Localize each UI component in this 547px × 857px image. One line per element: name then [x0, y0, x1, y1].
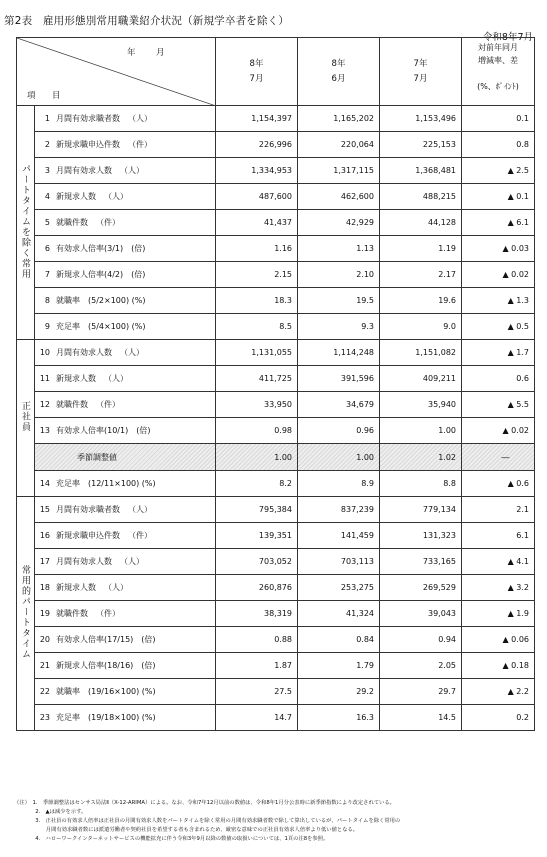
cell-v1: 1.00 — [216, 444, 298, 471]
row-item: 新規求人倍率(18/16) — [56, 661, 134, 670]
cell-v1: 0.98 — [216, 418, 298, 444]
table-row — [17, 262, 535, 288]
row-number: 15 — [39, 505, 50, 514]
row-label — [35, 340, 216, 366]
row-number: 8 — [44, 296, 50, 305]
row-number: 22 — [39, 687, 50, 696]
cell-v1: 139,351 — [216, 523, 298, 549]
row-label — [35, 210, 216, 236]
row-unit: （人） — [104, 583, 128, 592]
cell-v4: ▲ 0.18 — [462, 653, 535, 679]
item-label: 項 目 — [27, 91, 65, 101]
cell-v2: 8.9 — [298, 471, 380, 497]
cell-v4: 6.1 — [462, 523, 535, 549]
note-5: 4. ハローワークインターネットサービスの機能拡充に伴う令和3年9月以降の数値の取扱いについては、1頁の注8を参照。 — [14, 836, 329, 842]
row-number: 1 — [44, 114, 50, 123]
row-unit: (倍) — [136, 426, 151, 435]
row-number: 23 — [39, 713, 50, 722]
row-item: 新規求人数 — [56, 374, 96, 383]
cell-v2: 9.3 — [298, 314, 380, 340]
cell-v1: 1,154,397 — [216, 106, 298, 132]
row-unit: (倍) — [141, 661, 156, 670]
header-corner — [17, 38, 216, 106]
row-number: 11 — [39, 374, 50, 383]
cell-v3: 1,368,481 — [380, 158, 462, 184]
table-row — [17, 132, 535, 158]
row-label — [35, 262, 216, 288]
seasonal-adjusted-row — [17, 444, 535, 471]
cell-v1: 411,725 — [216, 366, 298, 392]
table-row — [17, 158, 535, 184]
cell-v1: 33,950 — [216, 392, 298, 418]
col-header-4: 対前年同月 増減率、差 (%、ﾎﾟｲﾝﾄ) — [462, 38, 535, 106]
cell-v3: 14.5 — [380, 705, 462, 731]
row-number: 16 — [39, 531, 50, 540]
cell-v3: 39,043 — [380, 601, 462, 627]
cell-v1: 1,334,953 — [216, 158, 298, 184]
cell-v1: 8.5 — [216, 314, 298, 340]
row-item: 有効求人倍率(3/1) — [56, 244, 124, 253]
row-item: 新規求人倍率(4/2) — [56, 270, 124, 279]
cell-v4: ― — [462, 444, 535, 471]
row-label — [35, 106, 216, 132]
row-unit: （人） — [120, 166, 144, 175]
row-number: 6 — [44, 244, 50, 253]
cell-v2: 253,275 — [298, 575, 380, 601]
cell-v3: 29.7 — [380, 679, 462, 705]
row-label — [35, 497, 216, 523]
col-header-3: 7年 7月 — [380, 38, 462, 106]
cell-v1: 0.88 — [216, 627, 298, 653]
row-unit: (倍) — [141, 635, 156, 644]
cell-v3: 19.6 — [380, 288, 462, 314]
cell-v3: 269,529 — [380, 575, 462, 601]
row-number: 2 — [44, 140, 50, 149]
row-item: 就職件数 — [56, 400, 88, 409]
header-row — [17, 38, 535, 106]
cell-v2: 1.00 — [298, 444, 380, 471]
row-item: 有効求人倍率(17/15) — [56, 635, 134, 644]
cell-v1: 1.87 — [216, 653, 298, 679]
cell-v1: 260,876 — [216, 575, 298, 601]
row-number: 19 — [39, 609, 50, 618]
cell-v4: ▲ 0.1 — [462, 184, 535, 210]
group-label: 正社員 — [17, 340, 35, 497]
row-item: 月間有効求職者数 — [56, 505, 120, 514]
cell-v1: 27.5 — [216, 679, 298, 705]
row-item: 月間有効求人数 — [56, 557, 112, 566]
table-row — [17, 627, 535, 653]
group-label: 常用的パートタイム — [17, 497, 35, 731]
cell-v4: ▲ 0.6 — [462, 471, 535, 497]
row-label — [35, 366, 216, 392]
cell-v1: 2.15 — [216, 262, 298, 288]
col-header-1: 8年 7月 — [216, 38, 298, 106]
cell-v2: 41,324 — [298, 601, 380, 627]
row-number: 17 — [39, 557, 50, 566]
row-number: 7 — [44, 270, 50, 279]
table-row — [17, 575, 535, 601]
cell-v2: 2.10 — [298, 262, 380, 288]
table-row — [17, 418, 535, 444]
cell-v3: 409,211 — [380, 366, 462, 392]
row-unit: （人） — [120, 348, 144, 357]
row-unit: （件） — [96, 609, 120, 618]
row-item: 就職件数 — [56, 218, 88, 227]
row-item: 月間有効求職者数 — [56, 114, 120, 123]
row-unit: （人） — [104, 192, 128, 201]
row-label — [35, 549, 216, 575]
table-row — [17, 679, 535, 705]
cell-v2: 16.3 — [298, 705, 380, 731]
row-unit: （件） — [96, 400, 120, 409]
col-header-2: 8年 6月 — [298, 38, 380, 106]
cell-v4: 0.6 — [462, 366, 535, 392]
row-label — [35, 392, 216, 418]
row-unit: （人） — [120, 557, 144, 566]
cell-v2: 29.2 — [298, 679, 380, 705]
row-item: 月間有効求人数 — [56, 348, 112, 357]
row-unit: （人） — [128, 114, 152, 123]
row-unit: （件） — [128, 140, 152, 149]
row-item: 新規求職申込件数 — [56, 140, 120, 149]
row-number: 18 — [39, 583, 50, 592]
cell-v4: ▲ 1.7 — [462, 340, 535, 366]
footnotes — [14, 799, 539, 844]
row-item: 新規求人数 — [56, 583, 96, 592]
row-number: 21 — [39, 661, 50, 670]
cell-v2: 703,113 — [298, 549, 380, 575]
cell-v4: ▲ 4.1 — [462, 549, 535, 575]
page-title: 第2表 雇用形態別常用職業紹介状況（新規学卒者を除く） — [4, 15, 290, 27]
cell-v3: 1.19 — [380, 236, 462, 262]
cell-v4: 0.2 — [462, 705, 535, 731]
row-label — [35, 653, 216, 679]
cell-v1: 14.7 — [216, 705, 298, 731]
row-item: 有効求人倍率(10/1) — [56, 426, 129, 435]
row-item: 就職率 (5/2×100) (%) — [56, 296, 146, 305]
row-label: 季節調整値 — [35, 444, 216, 471]
row-label — [35, 184, 216, 210]
cell-v3: 2.17 — [380, 262, 462, 288]
group-label: パートタイムを除く常用 — [17, 106, 35, 340]
row-unit: (倍) — [131, 244, 146, 253]
row-label — [35, 705, 216, 731]
table-row — [17, 184, 535, 210]
cell-v2: 1,165,202 — [298, 106, 380, 132]
cell-v3: 1.00 — [380, 418, 462, 444]
cell-v3: 35,940 — [380, 392, 462, 418]
cell-v1: 1.16 — [216, 236, 298, 262]
cell-v4: ▲ 2.5 — [462, 158, 535, 184]
row-number: 4 — [44, 192, 50, 201]
note-4: 月間有効求職者数には派遣労働者や契約社員を希望する者も含まれるため、厳密な意味での正社員有効求人倍率より低い値となる。 — [14, 827, 359, 833]
cell-v4: ▲ 0.03 — [462, 236, 535, 262]
cell-v2: 462,600 — [298, 184, 380, 210]
row-unit: （人） — [128, 505, 152, 514]
cell-v3: 0.94 — [380, 627, 462, 653]
cell-v2: 19.5 — [298, 288, 380, 314]
cell-v3: 2.05 — [380, 653, 462, 679]
row-item: 充足率 (12/11×100) (%) — [56, 479, 156, 488]
row-label — [35, 601, 216, 627]
cell-v2: 0.96 — [298, 418, 380, 444]
cell-v3: 1,151,082 — [380, 340, 462, 366]
row-number: 14 — [39, 479, 50, 488]
cell-v3: 44,128 — [380, 210, 462, 236]
cell-v3: 1.02 — [380, 444, 462, 471]
row-label — [35, 158, 216, 184]
cell-v1: 8.2 — [216, 471, 298, 497]
cell-v4: ▲ 2.2 — [462, 679, 535, 705]
table-row — [17, 601, 535, 627]
cell-v4: ▲ 0.02 — [462, 262, 535, 288]
cell-v2: 42,929 — [298, 210, 380, 236]
cell-v3: 733,165 — [380, 549, 462, 575]
cell-v4: ▲ 0.02 — [462, 418, 535, 444]
table-row — [17, 653, 535, 679]
row-unit: （件） — [128, 531, 152, 540]
cell-v4: ▲ 5.5 — [462, 392, 535, 418]
cell-v3: 225,153 — [380, 132, 462, 158]
row-item: 充足率 (19/18×100) (%) — [56, 713, 156, 722]
cell-v3: 9.0 — [380, 314, 462, 340]
row-label — [35, 575, 216, 601]
table-row — [17, 314, 535, 340]
cell-v4: ▲ 0.06 — [462, 627, 535, 653]
note-3: 3. 正社員の有効求人倍率は正社員の月間有効求人数をパートタイムを除く常用の月間有効求職者数で除して算出しているが、パートタイムを除く常用の — [14, 818, 401, 824]
row-label — [35, 132, 216, 158]
note-2: 2. ▲は減少を示す。 — [14, 809, 87, 815]
table-row — [17, 471, 535, 497]
table-row — [17, 523, 535, 549]
row-item: 新規求職申込件数 — [56, 531, 120, 540]
cell-v1: 795,384 — [216, 497, 298, 523]
row-label — [35, 627, 216, 653]
cell-v1: 703,052 — [216, 549, 298, 575]
cell-v3: 779,134 — [380, 497, 462, 523]
cell-v2: 1.79 — [298, 653, 380, 679]
cell-v1: 226,996 — [216, 132, 298, 158]
row-unit: (倍) — [131, 270, 146, 279]
cell-v2: 220,064 — [298, 132, 380, 158]
employment-table — [16, 37, 535, 731]
row-item: 新規求人数 — [56, 192, 96, 201]
cell-v4: 0.8 — [462, 132, 535, 158]
cell-v2: 1,114,248 — [298, 340, 380, 366]
table-row — [17, 288, 535, 314]
era-date: 令和8年7月 — [482, 32, 533, 43]
row-number: 12 — [39, 400, 50, 409]
table-row — [17, 705, 535, 731]
table-row — [17, 549, 535, 575]
cell-v1: 18.3 — [216, 288, 298, 314]
row-unit: （件） — [96, 218, 120, 227]
cell-v1: 38,319 — [216, 601, 298, 627]
note-1: （注） 1. 季節調整法はセンサス局法Ⅱ（X-12-ARIMA）による。なお、令和7年12月以前の数値は、令和8年1月分公表時に新季節指数により改定されている。 — [14, 800, 395, 806]
cell-v3: 131,323 — [380, 523, 462, 549]
row-label — [35, 523, 216, 549]
row-label — [35, 471, 216, 497]
row-unit: （人） — [104, 374, 128, 383]
cell-v2: 1.13 — [298, 236, 380, 262]
cell-v2: 0.84 — [298, 627, 380, 653]
row-item: 就職件数 — [56, 609, 88, 618]
cell-v4: ▲ 1.3 — [462, 288, 535, 314]
row-label — [35, 288, 216, 314]
table-row — [17, 210, 535, 236]
row-number: 10 — [39, 348, 50, 357]
row-item: 月間有効求人数 — [56, 166, 112, 175]
row-number: 5 — [44, 218, 50, 227]
row-label — [35, 418, 216, 444]
cell-v2: 391,596 — [298, 366, 380, 392]
row-label — [35, 236, 216, 262]
cell-v3: 488,215 — [380, 184, 462, 210]
table-row — [17, 366, 535, 392]
row-number: 9 — [44, 322, 50, 331]
cell-v4: ▲ 1.9 — [462, 601, 535, 627]
cell-v2: 141,459 — [298, 523, 380, 549]
cell-v4: 0.1 — [462, 106, 535, 132]
row-number: 13 — [39, 426, 50, 435]
cell-v1: 487,600 — [216, 184, 298, 210]
cell-v4: 2.1 — [462, 497, 535, 523]
cell-v2: 1,317,115 — [298, 158, 380, 184]
table-row — [17, 236, 535, 262]
cell-v1: 41,437 — [216, 210, 298, 236]
table-row — [17, 392, 535, 418]
cell-v4: ▲ 6.1 — [462, 210, 535, 236]
row-label — [35, 314, 216, 340]
row-item: 就職率 (19/16×100) (%) — [56, 687, 156, 696]
cell-v3: 1,153,496 — [380, 106, 462, 132]
cell-v4: ▲ 0.5 — [462, 314, 535, 340]
cell-v3: 8.8 — [380, 471, 462, 497]
row-label — [35, 679, 216, 705]
cell-v2: 837,239 — [298, 497, 380, 523]
table-row — [17, 106, 535, 132]
cell-v1: 1,131,055 — [216, 340, 298, 366]
cell-v4: ▲ 3.2 — [462, 575, 535, 601]
cell-v2: 34,679 — [298, 392, 380, 418]
row-number: 20 — [39, 635, 50, 644]
row-item: 充足率 (5/4×100) (%) — [56, 322, 146, 331]
table-row — [17, 340, 535, 366]
table-row — [17, 497, 535, 523]
year-month-label: 年 月 — [127, 48, 171, 58]
row-number: 3 — [44, 166, 50, 175]
